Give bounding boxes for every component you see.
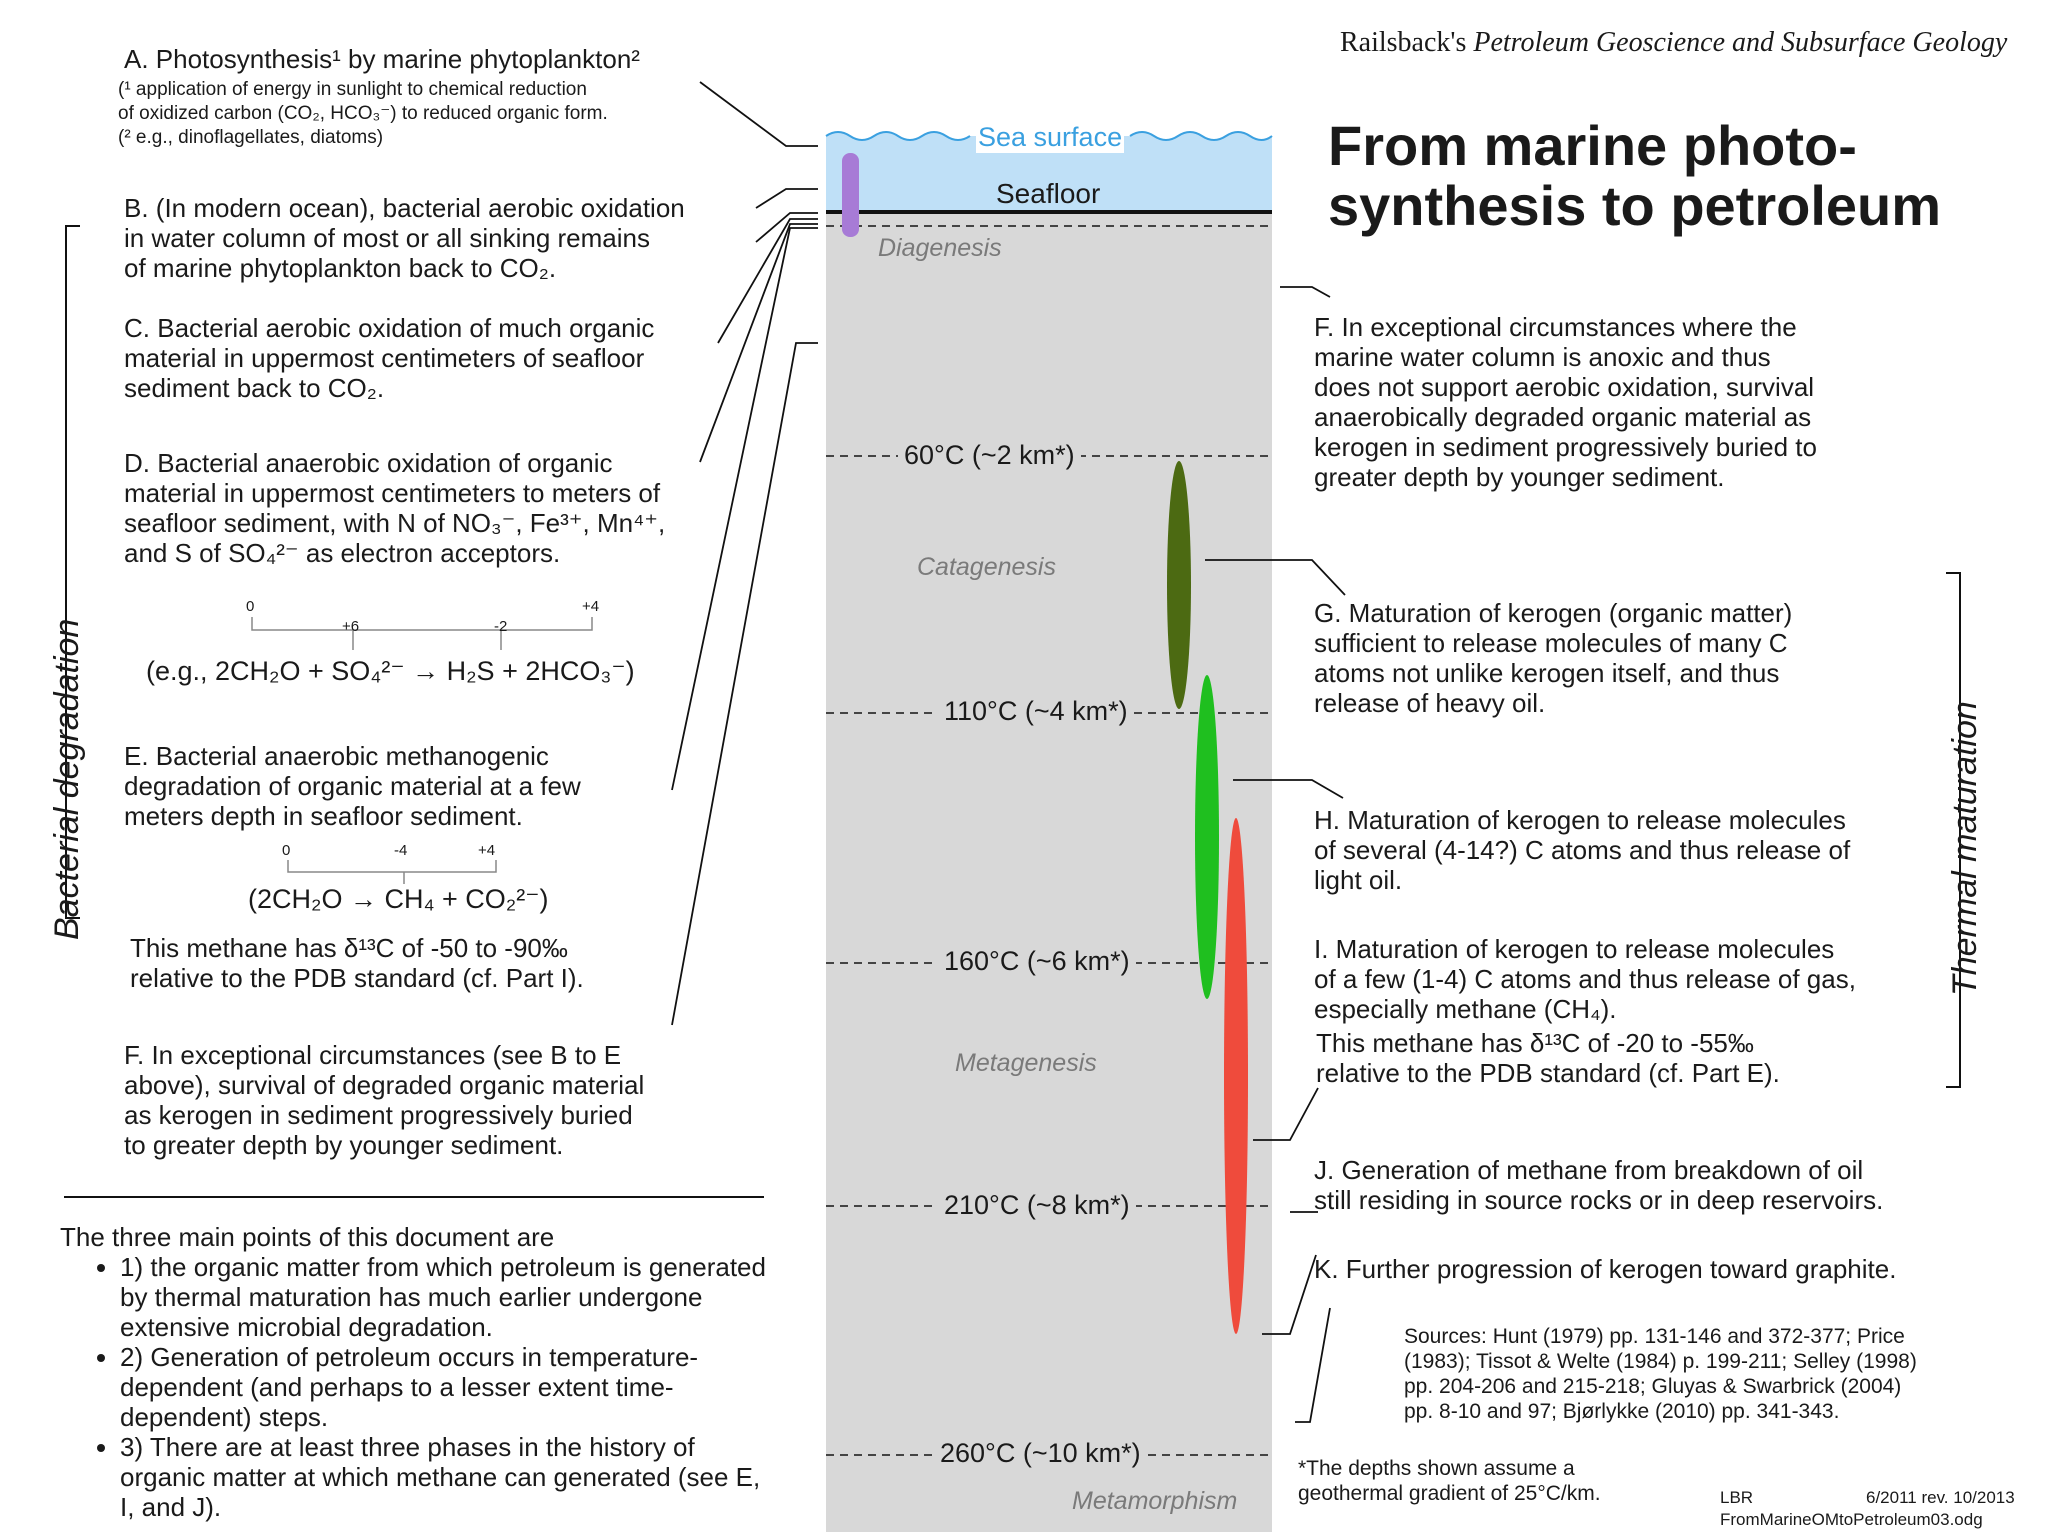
e-ox-1: -4	[394, 842, 408, 859]
water-column-bar	[842, 153, 859, 237]
sources-note: Sources: Hunt (1979) pp. 131-146 and 372-377; Price (1983); Tissot & Welte (1984) p. 199-211; Selley (1998) pp. 204-206 and 215-218; Gluyas & Swarbrick (2004) pp. 8-10 and 97; Bjørlykke (2010) pp. 341-343.	[1404, 1325, 1917, 1423]
gas-window	[1224, 818, 1248, 1334]
temp-110: 110°C (~4 km*)	[938, 696, 1134, 727]
light-oil-window	[1195, 675, 1219, 999]
heavy-oil-window	[1167, 461, 1191, 709]
seafloor-label: Seafloor	[996, 178, 1101, 209]
item-e-equation: (2CH₂O → CH₄ + CO₂²⁻)	[248, 884, 549, 914]
item-a-title: A. Photosynthesis¹ by marine phytoplankton²	[124, 44, 640, 74]
bacterial-degradation-label: Bacterial degradation	[48, 618, 86, 940]
main-point-1: • 1) the organic matter from which petroleum is generated by thermal maturation has much earlier undergone extensive microbial degradation.	[120, 1252, 780, 1342]
revision-date: 6/2011 rev. 10/2013	[1866, 1488, 2015, 1507]
author-initials: LBR	[1720, 1488, 1754, 1507]
item-c: C. Bacterial aerobic oxidation of much organic material in uppermost centimeters of seafloor sediment back to CO₂.	[124, 313, 655, 403]
item-f-left: F. In exceptional circumstances (see B to E above), survival of degraded organic material as kerogen in sediment progressively buried to greater depth by younger sediment.	[124, 1040, 645, 1160]
thermal-maturation-label: Thermal maturation	[1946, 701, 1984, 996]
main-points-list	[60, 1252, 780, 1522]
temp-260: 260°C (~10 km*)	[934, 1438, 1147, 1469]
left-leader-lines	[672, 82, 818, 1025]
item-e: E. Bacterial anaerobic methanogenic degradation of organic material at a few meters depth in seafloor sediment.	[124, 741, 581, 831]
item-i: I. Maturation of kerogen to release molecules of a few (1-4) C atoms and thus release of gas, especially methane (CH₄).	[1314, 934, 1856, 1024]
file-name: FromMarineOMtoPetroleum03.odg	[1720, 1510, 1983, 1529]
e-ox-0: 0	[282, 842, 291, 859]
item-j: J. Generation of methane from breakdown of oil still residing in source rocks or in deep reservoirs.	[1314, 1155, 1884, 1215]
main-point-3: • 3) There are at least three phases in the history of organic matter at which methane can generated (see E, I, and J).	[120, 1432, 780, 1522]
temp-60: 60°C (~2 km*)	[898, 440, 1081, 471]
e-ox-2: +4	[478, 842, 496, 859]
main-points-intro: The three main points of this document are	[60, 1222, 555, 1252]
zone-catagenesis: Catagenesis	[917, 553, 1056, 581]
d-ox-3: +4	[582, 598, 600, 615]
item-e-note: This methane has δ¹³C of -50 to -90‰ relative to the PDB standard (cf. Part I).	[130, 933, 584, 993]
item-i-note: This methane has δ¹³C of -20 to -55‰ relative to the PDB standard (cf. Part E).	[1316, 1028, 1780, 1088]
item-k: K. Further progression of kerogen toward graphite.	[1314, 1254, 1897, 1284]
item-f-right: F. In exceptional circumstances where the marine water column is anoxic and thus does not support aerobic oxidation, survival anaerobically degraded organic material as kerogen in sediment progressively buried to greater depth by younger sediment.	[1314, 312, 1817, 492]
d-ox-2: -2	[494, 618, 508, 635]
credit-line	[1340, 27, 2007, 59]
item-b: B. (In modern ocean), bacterial aerobic oxidation in water column of most or all sinking remains of marine phytoplankton back to CO₂.	[124, 193, 685, 283]
page-title: From marine photo- synthesis to petroleum	[1328, 114, 1942, 237]
credit-prefix: Railsback's	[1340, 27, 1474, 58]
zone-metamorphism: Metamorphism	[1072, 1487, 1238, 1515]
zone-diagenesis: Diagenesis	[878, 234, 1002, 262]
temp-160: 160°C (~6 km*)	[938, 946, 1136, 977]
main-points	[60, 1222, 780, 1522]
main-point-2: • 2) Generation of petroleum occurs in temperature-dependent (and perhaps to a lesser extent time-dependent) steps.	[120, 1342, 780, 1432]
zone-metagenesis: Metagenesis	[955, 1049, 1097, 1077]
d-ox-1: +6	[342, 618, 360, 635]
depth-footnote: *The depths shown assume a geothermal gradient of 25°C/km.	[1298, 1457, 1601, 1505]
temp-210: 210°C (~8 km*)	[938, 1190, 1136, 1221]
item-a-note: (¹ application of energy in sunlight to chemical reduction of oxidized carbon (CO₂, HCO₃⁻) to reduced organic form. (² e.g., dinoflagellates, diatoms)	[118, 79, 608, 148]
item-h: H. Maturation of kerogen to release molecules of several (4-14?) C atoms and thus release of light oil.	[1314, 805, 1851, 895]
d-ox-0: 0	[246, 598, 255, 615]
credit-book-title: Petroleum Geoscience and Subsurface Geology	[1473, 27, 2008, 58]
item-g: G. Maturation of kerogen (organic matter) sufficient to release molecules of many C atoms not unlike kerogen itself, and thus release of heavy oil.	[1314, 598, 1793, 718]
item-d-equation: (e.g., 2CH₂O + SO₄²⁻ → H₂S + 2HCO₃⁻)	[146, 656, 635, 686]
sea-surface-label: Sea surface	[978, 122, 1123, 152]
item-d: D. Bacterial anaerobic oxidation of organic material in uppermost centimeters to meters of seafloor sediment, with N of NO₃⁻, Fe³⁺, Mn⁴⁺, and S of SO₄²⁻ as electron acceptors.	[124, 448, 666, 568]
